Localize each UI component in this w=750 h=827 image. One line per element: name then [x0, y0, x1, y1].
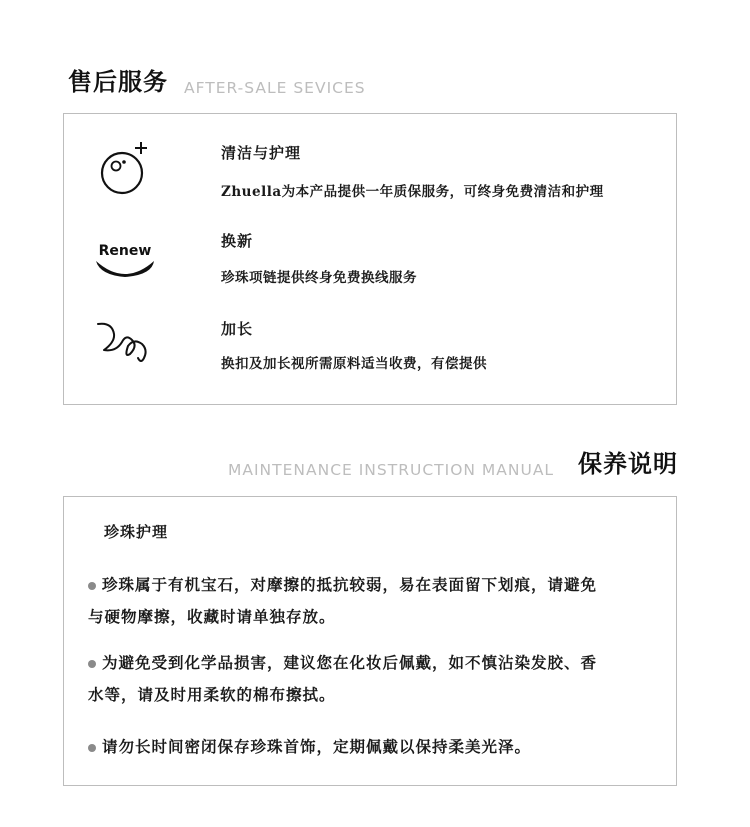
maintenance-box	[63, 496, 677, 786]
service-title: 换新	[221, 232, 254, 250]
renew-smile-icon	[92, 226, 158, 286]
extend-chain-icon	[94, 312, 164, 372]
service-item-renew	[64, 204, 676, 294]
bullet-line: 珍珠属于有机宝石，对摩擦的抵抗较弱，易在表面留下划痕，请避免	[102, 575, 598, 594]
bullet-line: 为避免受到化学品损害，建议您在化妆后佩戴，如不慎沾染发胶、香	[102, 653, 598, 672]
bullet-line: 水等，请及时用柔软的棉布擦拭。	[88, 685, 336, 704]
service-title: 加长	[221, 320, 254, 338]
after-sale-en-title: AFTER-SALE SEVICES	[184, 79, 366, 97]
maintenance-header	[228, 444, 678, 480]
service-item-cleaning	[64, 114, 676, 204]
service-desc: 换扣及加长视所需原料适当收费，有偿提供	[221, 356, 487, 372]
care-bullet	[88, 731, 678, 763]
after-sale-header	[68, 62, 366, 97]
service-desc: 珍珠项链提供终身免费换线服务	[221, 270, 417, 286]
bullet-dot	[88, 582, 96, 590]
bullet-dot	[88, 744, 96, 752]
care-bullet	[88, 647, 678, 711]
pearl-care-title: 珍珠护理	[104, 523, 169, 541]
after-sale-cn-title	[68, 62, 168, 97]
after-sale-box	[63, 113, 677, 405]
service-desc: Zhuella为本产品提供一年质保服务，可终身免费清洁和护理	[221, 184, 604, 200]
after-sale-cn-title-text: 售后服务	[68, 68, 168, 96]
service-title: 清洁与护理	[221, 144, 302, 162]
maintenance-en-title: MAINTENANCE INSTRUCTION MANUAL	[228, 461, 555, 479]
svg-text:Renew: Renew	[98, 243, 152, 259]
care-bullet	[88, 569, 678, 633]
service-item-extend	[64, 294, 676, 384]
bullet-line: 与硬物摩擦，收藏时请单独存放。	[88, 607, 336, 626]
maintenance-cn-title-text: 保养说明	[578, 450, 678, 478]
maintenance-cn-title	[578, 444, 678, 479]
bullet-line: 请勿长时间密闭保存珍珠首饰，定期佩戴以保持柔美光泽。	[102, 737, 532, 756]
pearl-sparkle-icon	[94, 140, 164, 200]
bullet-dot	[88, 660, 96, 668]
